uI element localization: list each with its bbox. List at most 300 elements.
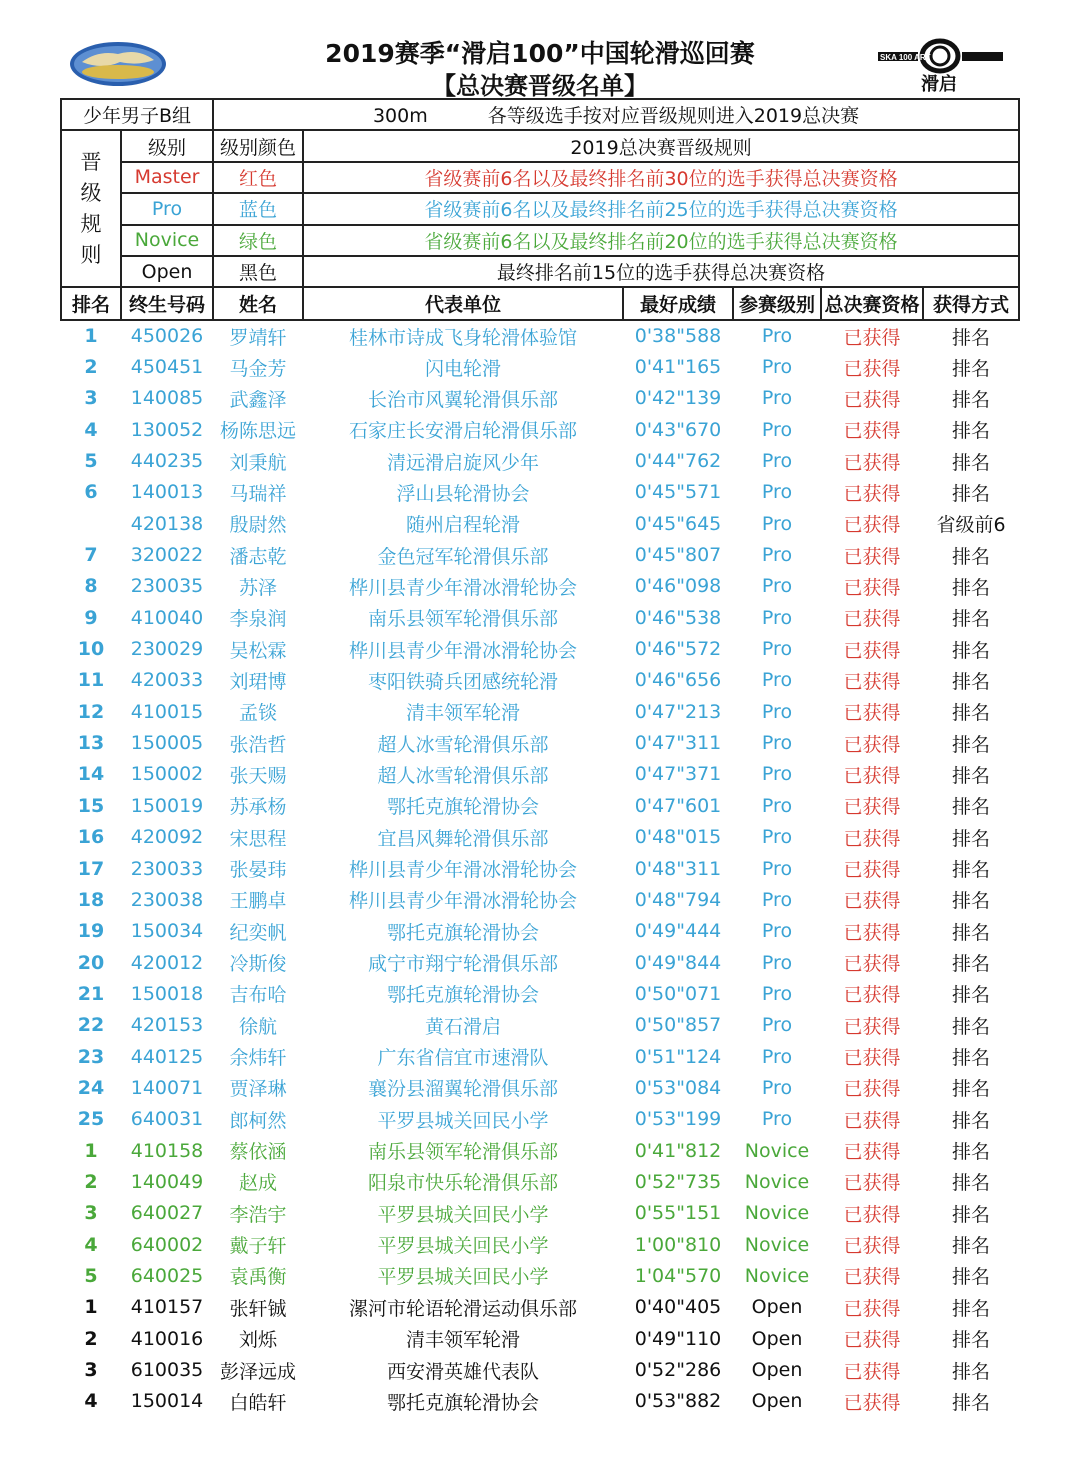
cell-name: 张浩哲 (229, 733, 287, 756)
cell-name: 武鑫泽 (229, 388, 287, 411)
cell-status: 已获得 (843, 1015, 901, 1038)
cell-rank: 3 (84, 1359, 98, 1382)
cell-id: 150005 (130, 732, 204, 755)
distance-cell (213, 99, 1019, 130)
cell-rank: 2 (84, 1170, 98, 1193)
rule-level: Open (121, 256, 213, 287)
cell-status: 已获得 (843, 859, 901, 882)
cell-level: Open (751, 1390, 803, 1413)
rule-row-open (61, 256, 1019, 287)
cell-club: 超人冰雪轮滑俱乐部 (377, 764, 549, 787)
col-method: 获得方式 (923, 287, 1019, 320)
table-row (61, 1135, 1019, 1166)
table-row (61, 1104, 1019, 1135)
cell-level: Pro (761, 700, 793, 723)
cell-rank: 16 (77, 826, 105, 849)
cell-level: Pro (761, 512, 793, 535)
rules-header-rule: 2019总决赛晋级规则 (303, 130, 1019, 161)
cell-club: 西安滑英雄代表队 (386, 1360, 539, 1383)
cell-status: 已获得 (843, 921, 901, 944)
cell-club: 桦川县青少年滑冰滑轮协会 (348, 639, 577, 662)
cell-id: 440125 (130, 1045, 204, 1068)
cell-level: Novice (744, 1264, 810, 1287)
table-row (61, 1166, 1019, 1197)
cell-time: 0'48"311 (634, 857, 722, 880)
cell-method: 排名 (951, 890, 990, 913)
cell-status: 已获得 (843, 733, 901, 756)
cell-status: 已获得 (843, 827, 901, 850)
table-row (61, 822, 1019, 853)
cell-method: 排名 (951, 827, 990, 850)
cell-id: 230038 (130, 888, 204, 911)
cell-method: 排名 (951, 482, 990, 505)
cell-time: 0'42"139 (634, 387, 722, 410)
table-row (61, 320, 1019, 351)
cell-name: 苏泽 (238, 576, 277, 599)
table-row (61, 665, 1019, 696)
cell-status: 已获得 (843, 1235, 901, 1258)
cell-rank: 10 (77, 638, 105, 661)
cell-id: 150019 (130, 794, 204, 817)
cell-time: 0'48"794 (634, 888, 722, 911)
cell-name: 冷斯俊 (229, 953, 287, 976)
cell-method: 排名 (951, 357, 990, 380)
cell-club: 平罗县城关回民小学 (377, 1203, 549, 1226)
cell-level: Pro (761, 1076, 793, 1099)
cell-club: 阳泉市快乐轮滑俱乐部 (367, 1172, 558, 1195)
cell-status: 已获得 (843, 482, 901, 505)
cell-method: 排名 (951, 608, 990, 631)
cell-level: Pro (761, 325, 793, 348)
cell-club: 金色冠军轮滑俱乐部 (377, 545, 549, 568)
cell-rank: 20 (77, 951, 105, 974)
cell-method: 省级前6 (936, 514, 1006, 537)
cell-id: 140085 (130, 387, 204, 410)
cell-rank: 1 (84, 325, 98, 348)
cell-name: 潘志乾 (229, 545, 287, 568)
info-note: 各等级选手按对应晋级规则进入2019总决赛 (487, 105, 860, 128)
cell-method: 排名 (951, 545, 990, 568)
cell-club: 平罗县城关回民小学 (377, 1266, 549, 1289)
cell-id: 450451 (130, 356, 204, 379)
cell-method: 排名 (951, 921, 990, 944)
cell-method: 排名 (951, 1235, 990, 1258)
table-row (61, 727, 1019, 758)
cell-status: 已获得 (843, 1297, 901, 1320)
cell-name: 吉布哈 (229, 984, 287, 1007)
cell-time: 0'47"371 (634, 763, 722, 786)
cell-method: 排名 (951, 1015, 990, 1038)
cell-status: 已获得 (843, 1329, 901, 1352)
cell-status: 已获得 (843, 388, 901, 411)
cell-time: 0'40"405 (634, 1296, 722, 1319)
cell-rank: 25 (77, 1108, 105, 1131)
cell-club: 桦川县青少年滑冰滑轮协会 (348, 890, 577, 913)
cell-rank (61, 508, 121, 539)
table-row (61, 884, 1019, 915)
cell-level: Pro (761, 638, 793, 661)
table-row (61, 759, 1019, 790)
cell-method: 排名 (951, 859, 990, 882)
cell-level: Pro (761, 418, 793, 441)
col-id: 终生号码 (121, 287, 213, 320)
cell-rank: 13 (77, 732, 105, 755)
cell-time: 0'45"807 (634, 544, 722, 567)
cell-name: 马金芳 (229, 357, 287, 380)
cell-club: 漯河市轮语轮滑运动俱乐部 (348, 1297, 577, 1320)
table-row (61, 351, 1019, 382)
cell-rank: 9 (84, 606, 98, 629)
cell-time: 0'52"286 (634, 1359, 722, 1382)
cell-id: 230033 (130, 857, 204, 880)
cell-time: 0'53"199 (634, 1108, 722, 1131)
cell-time: 0'45"571 (634, 481, 722, 504)
cell-id: 420012 (130, 951, 204, 974)
rule-row-master (61, 162, 1019, 193)
cell-club: 南乐县领军轮滑俱乐部 (367, 1141, 558, 1164)
cell-method: 排名 (951, 1203, 990, 1226)
cell-id: 420138 (130, 512, 204, 535)
cell-club: 超人冰雪轮滑俱乐部 (377, 733, 549, 756)
rule-level: Master (121, 162, 213, 193)
cell-club: 浮山县轮滑协会 (396, 482, 530, 505)
cell-level: Pro (761, 763, 793, 786)
cell-status: 已获得 (843, 796, 901, 819)
table-row (61, 383, 1019, 414)
cell-name: 刘珺博 (229, 670, 287, 693)
cell-name: 贾泽琳 (229, 1078, 287, 1101)
cell-time: 0'43"670 (634, 418, 722, 441)
cell-club: 襄汾县溜翼轮滑俱乐部 (367, 1078, 558, 1101)
cell-name: 戴子轩 (229, 1235, 287, 1258)
cell-level: Pro (761, 1014, 793, 1037)
cell-method: 排名 (951, 420, 990, 443)
table-row (61, 1198, 1019, 1229)
cell-id: 450026 (130, 325, 204, 348)
rule-color: 蓝色 (213, 193, 303, 224)
cell-method: 排名 (951, 1297, 990, 1320)
cell-rank: 18 (77, 888, 105, 911)
cell-time: 0'50"857 (634, 1014, 722, 1037)
rules-header-row (61, 130, 1019, 161)
cell-id: 140013 (130, 481, 204, 504)
cell-id: 320022 (130, 544, 204, 567)
table-row (61, 790, 1019, 821)
cell-name: 刘秉航 (229, 451, 287, 474)
group-cell: 少年男子B组 (61, 99, 213, 130)
cell-method: 排名 (951, 1109, 990, 1132)
cell-level: Pro (761, 951, 793, 974)
cell-rank: 12 (77, 700, 105, 723)
cell-name: 彭泽远成 (219, 1360, 296, 1383)
cell-id: 640002 (130, 1233, 204, 1256)
cell-club: 平罗县城关回民小学 (377, 1235, 549, 1258)
cell-status: 已获得 (843, 1047, 901, 1070)
cell-time: 0'46"098 (634, 575, 722, 598)
cell-status: 已获得 (843, 1078, 901, 1101)
col-status: 总决赛资格 (821, 287, 923, 320)
rule-text: 省级赛前6名以及最终排名前20位的选手获得总决赛资格 (303, 225, 1019, 256)
cell-status: 已获得 (843, 639, 901, 662)
cell-club: 闪电轮滑 (424, 357, 501, 380)
cell-name: 殷尉然 (229, 514, 287, 537)
cell-rank: 2 (84, 356, 98, 379)
cell-status: 已获得 (843, 984, 901, 1007)
cell-rank: 21 (77, 982, 105, 1005)
cell-status: 已获得 (843, 764, 901, 787)
cell-level: Pro (761, 1108, 793, 1131)
results-table (60, 286, 1020, 1417)
table-row (61, 633, 1019, 664)
cell-time: 0'52"735 (634, 1170, 722, 1193)
cell-name: 吴松霖 (229, 639, 287, 662)
cell-name: 郎柯然 (229, 1109, 287, 1132)
cell-name: 张天赐 (229, 764, 287, 787)
table-row (61, 414, 1019, 445)
logo-subtext: 滑启 (921, 74, 957, 94)
cell-time: 0'46"538 (634, 606, 722, 629)
cell-id: 230029 (130, 638, 204, 661)
cell-time: 0'51"124 (634, 1045, 722, 1068)
cell-method: 排名 (951, 1266, 990, 1289)
rule-color: 红色 (213, 162, 303, 193)
cell-id: 640025 (130, 1264, 204, 1287)
cell-time: 0'49"110 (634, 1327, 722, 1350)
table-row (61, 1072, 1019, 1103)
rule-color: 绿色 (213, 225, 303, 256)
cell-level: Open (751, 1296, 803, 1319)
cell-rank: 8 (84, 575, 98, 598)
rule-row-novice (61, 225, 1019, 256)
rule-text: 省级赛前6名以及最终排名前30位的选手获得总决赛资格 (303, 162, 1019, 193)
table-row (61, 1229, 1019, 1260)
cell-id: 610035 (130, 1359, 204, 1382)
cell-time: 0'41"165 (634, 356, 722, 379)
cell-rank: 1 (84, 1139, 98, 1162)
table-row (61, 916, 1019, 947)
rule-level: Novice (121, 225, 213, 256)
cell-club: 南乐县领军轮滑俱乐部 (367, 608, 558, 631)
rule-color: 黑色 (213, 256, 303, 287)
cell-level: Pro (761, 356, 793, 379)
logo-text: SKA 100 ART (880, 53, 931, 62)
col-level: 参赛级别 (733, 287, 821, 320)
cell-rank: 3 (84, 1202, 98, 1225)
cell-name: 马瑞祥 (229, 482, 287, 505)
rule-level: Pro (121, 193, 213, 224)
cell-rank: 22 (77, 1014, 105, 1037)
table-row (61, 1041, 1019, 1072)
cell-method: 排名 (951, 796, 990, 819)
cell-name: 张晏玮 (229, 859, 287, 882)
cell-name: 赵成 (238, 1172, 277, 1195)
cell-club: 鄂托克旗轮滑协会 (386, 1391, 539, 1414)
cell-level: Pro (761, 982, 793, 1005)
cell-status: 已获得 (843, 1391, 901, 1414)
cell-time: 0'46"656 (634, 669, 722, 692)
cell-name: 孟锬 (238, 702, 277, 725)
rules-header-color: 级别颜色 (213, 130, 303, 161)
table-row (61, 978, 1019, 1009)
rule-text: 最终排名前15位的选手获得总决赛资格 (303, 256, 1019, 287)
cell-rank: 5 (84, 1264, 98, 1287)
cell-name: 余炜轩 (229, 1047, 287, 1070)
page-subtitle: 【总决赛晋级名单】 (432, 72, 648, 100)
skate-art-logo (878, 36, 1003, 94)
cell-status: 已获得 (843, 451, 901, 474)
cell-club: 清丰领军轮滑 (405, 1329, 520, 1352)
rules-side-label: 晋 级 规 则 (61, 130, 121, 287)
cell-method: 排名 (951, 1172, 990, 1195)
results-body (61, 320, 1019, 1417)
cell-rank: 24 (77, 1076, 105, 1099)
cell-method: 排名 (951, 1360, 990, 1383)
cell-club: 咸宁市翔宁轮滑俱乐部 (367, 953, 558, 976)
cell-time: 0'38"588 (634, 325, 722, 348)
cell-level: Novice (744, 1170, 810, 1193)
cell-rank: 7 (84, 544, 98, 567)
cell-method: 排名 (951, 1391, 990, 1414)
cell-time: 0'48"015 (634, 826, 722, 849)
cell-club: 桦川县青少年滑冰滑轮协会 (348, 576, 577, 599)
col-name: 姓名 (213, 287, 303, 320)
cell-id: 150018 (130, 982, 204, 1005)
cell-method: 排名 (951, 733, 990, 756)
cell-club: 广东省信宜市速滑队 (377, 1047, 549, 1070)
cell-time: 0'53"084 (634, 1076, 722, 1099)
cell-level: Pro (761, 481, 793, 504)
cell-method: 排名 (951, 1141, 990, 1164)
cell-name: 王鹏卓 (229, 890, 287, 913)
cell-status: 已获得 (843, 420, 901, 443)
col-time: 最好成绩 (623, 287, 733, 320)
cell-club: 随州启程轮滑 (405, 514, 520, 537)
cell-name: 蔡依涵 (229, 1141, 287, 1164)
cell-rank: 17 (77, 857, 105, 880)
table-row (61, 853, 1019, 884)
cell-method: 排名 (951, 388, 990, 411)
cell-id: 150002 (130, 763, 204, 786)
cell-name: 纪奕帆 (229, 921, 287, 944)
cell-rank: 15 (77, 794, 105, 817)
cell-rank: 2 (84, 1327, 98, 1350)
cell-level: Pro (761, 826, 793, 849)
cell-rank: 4 (84, 418, 98, 441)
col-rank: 排名 (61, 287, 121, 320)
cell-club: 鄂托克旗轮滑协会 (386, 921, 539, 944)
rule-text: 省级赛前6名以及最终排名前25位的选手获得总决赛资格 (303, 193, 1019, 224)
cell-rank: 4 (84, 1390, 98, 1413)
cell-name: 刘烁 (238, 1329, 277, 1352)
cell-name: 白皓轩 (229, 1391, 287, 1414)
table-row (61, 947, 1019, 978)
cell-time: 0'49"444 (634, 920, 722, 943)
cell-id: 410157 (130, 1296, 204, 1319)
cell-time: 0'45"645 (634, 512, 722, 535)
rule-row-pro (61, 193, 1019, 224)
table-row (61, 1323, 1019, 1354)
col-club: 代表单位 (303, 287, 623, 320)
cell-id: 420153 (130, 1014, 204, 1037)
cell-id: 640027 (130, 1202, 204, 1225)
cell-time: 0'55"151 (634, 1202, 722, 1225)
cell-time: 1'04"570 (634, 1264, 722, 1287)
cell-id: 150014 (130, 1390, 204, 1413)
cell-club: 枣阳铁骑兵团感统轮滑 (367, 670, 558, 693)
cell-method: 排名 (951, 639, 990, 662)
cell-rank: 11 (77, 669, 105, 692)
cell-id: 130052 (130, 418, 204, 441)
cell-club: 清丰领军轮滑 (405, 702, 520, 725)
cell-status: 已获得 (843, 326, 901, 349)
cell-name: 袁禹衡 (229, 1266, 287, 1289)
cell-status: 已获得 (843, 890, 901, 913)
cell-method: 排名 (951, 451, 990, 474)
cell-time: 0'41"812 (634, 1139, 722, 1162)
cell-club: 清远滑启旋风少年 (386, 451, 539, 474)
cell-club: 桂林市诗成飞身轮滑体验馆 (348, 326, 577, 349)
table-row (61, 477, 1019, 508)
distance-value: 300m (372, 105, 428, 128)
cell-id: 410016 (130, 1327, 204, 1350)
cell-method: 排名 (951, 1329, 990, 1352)
table-row (61, 696, 1019, 727)
cell-method: 排名 (951, 576, 990, 599)
cell-status: 已获得 (843, 608, 901, 631)
cell-status: 已获得 (843, 1109, 901, 1132)
table-row (61, 445, 1019, 476)
cell-status: 已获得 (843, 576, 901, 599)
cell-time: 0'44"762 (634, 450, 722, 473)
cell-method: 排名 (951, 1078, 990, 1101)
cell-rank: 23 (77, 1045, 105, 1068)
cell-level: Open (751, 1327, 803, 1350)
cell-rank: 6 (84, 481, 98, 504)
cell-time: 1'00"810 (634, 1233, 722, 1256)
cell-status: 已获得 (843, 357, 901, 380)
cell-time: 0'53"882 (634, 1390, 722, 1413)
cell-name: 张轩铖 (229, 1297, 287, 1320)
cell-status: 已获得 (843, 1172, 901, 1195)
cell-id: 440235 (130, 450, 204, 473)
cell-level: Novice (744, 1233, 810, 1256)
cell-status: 已获得 (843, 702, 901, 725)
cell-id: 640031 (130, 1108, 204, 1131)
table-row (61, 1292, 1019, 1323)
cell-name: 杨陈思远 (219, 420, 296, 443)
cell-id: 420092 (130, 826, 204, 849)
cell-club: 长治市风翼轮滑俱乐部 (367, 388, 558, 411)
cell-status: 已获得 (843, 1141, 901, 1164)
page-header (0, 0, 1080, 98)
cell-level: Pro (761, 387, 793, 410)
cell-method: 排名 (951, 670, 990, 693)
cell-level: Pro (761, 920, 793, 943)
cell-rank: 1 (84, 1296, 98, 1319)
cell-method: 排名 (951, 326, 990, 349)
cell-rank: 14 (77, 763, 105, 786)
cell-level: Novice (744, 1139, 810, 1162)
cell-club: 桦川县青少年滑冰滑轮协会 (348, 859, 577, 882)
cell-club: 黄石滑启 (424, 1015, 501, 1038)
table-row (61, 1386, 1019, 1417)
cell-method: 排名 (951, 953, 990, 976)
page-title: 2019赛季“滑启100”中国轮滑巡回赛 (325, 39, 755, 68)
cell-name: 苏承杨 (229, 796, 287, 819)
cell-club: 石家庄长安滑启轮滑俱乐部 (348, 420, 577, 443)
cell-level: Open (751, 1359, 803, 1382)
cell-status: 已获得 (843, 1360, 901, 1383)
